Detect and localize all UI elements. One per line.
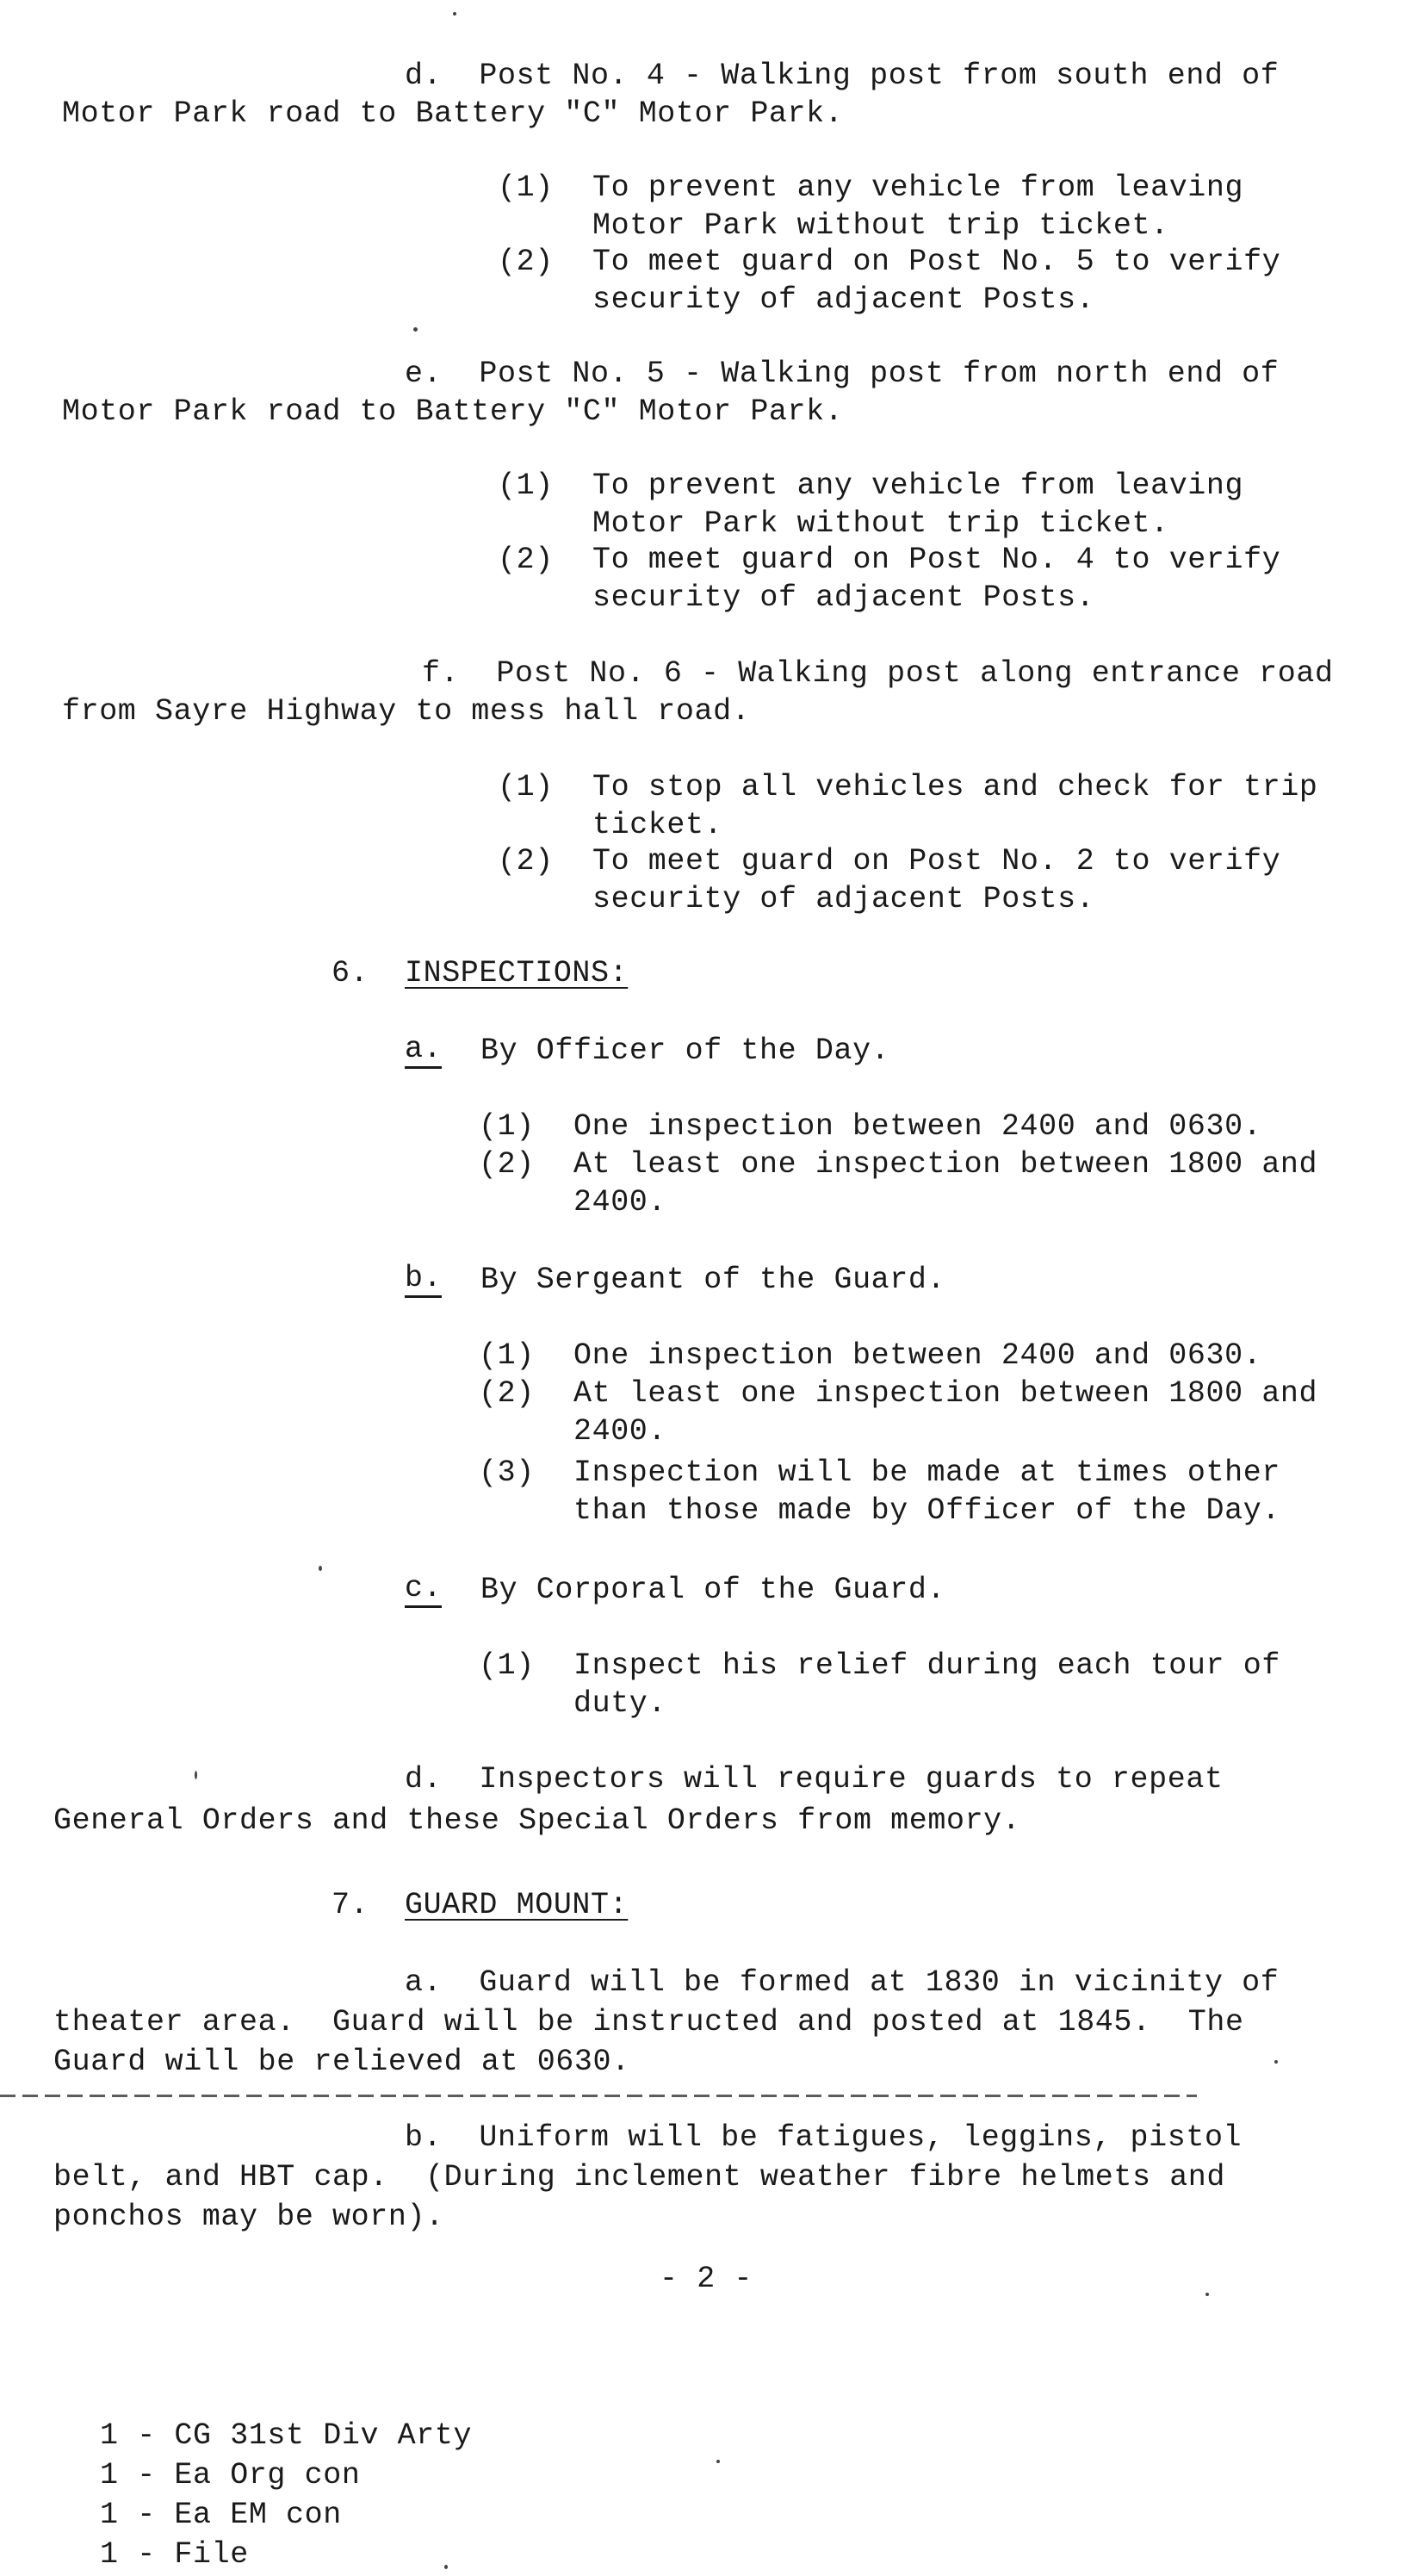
post-e-item2-line2: security of adjacent Posts. <box>592 580 1095 615</box>
post-d-item2-line2: security of adjacent Posts. <box>592 282 1095 317</box>
post-e-item1-number: (1) <box>498 469 554 503</box>
post-e-item1-line2: Motor Park without trip ticket. <box>592 506 1169 541</box>
inspection-a-item2-number: (2) <box>479 1147 535 1182</box>
post-f-continuation: from Sayre Highway to mess hall road. <box>62 694 751 729</box>
post-f-item2-line1: To meet guard on Post No. 2 to verify <box>592 844 1281 878</box>
inspection-c-letter: c. <box>405 1571 442 1608</box>
inspection-b-item3-line1: Inspection will be made at times other <box>573 1456 1280 1490</box>
scan-speck <box>453 12 456 16</box>
inspection-b-item2-number: (2) <box>479 1376 535 1411</box>
scan-speck <box>716 2460 720 2463</box>
post-e-continuation: Motor Park road to Battery "C" Motor Park. <box>62 394 844 429</box>
post-e-item1-line1: To prevent any vehicle from leaving <box>592 469 1244 503</box>
inspection-c-title: By Corporal of the Guard. <box>480 1573 946 1607</box>
inspection-b-item3-line2: than those made by Officer of the Day. <box>573 1493 1280 1528</box>
post-f-item1-number: (1) <box>498 770 554 804</box>
section-6-heading: INSPECTIONS: <box>405 956 629 990</box>
post-e-item2-line1: To meet guard on Post No. 4 to verify <box>592 543 1281 577</box>
post-d-continuation: Motor Park road to Battery "C" Motor Park. <box>62 96 844 131</box>
inspection-a-letter: a. <box>405 1032 442 1069</box>
inspection-a-item2-line2: 2400. <box>573 1185 667 1220</box>
inspection-a-title: By Officer of the Day. <box>480 1034 890 1068</box>
scan-line-artifact <box>0 2095 1197 2097</box>
inspection-a-item1-number: (1) <box>479 1109 535 1144</box>
post-f-item2-line2: security of adjacent Posts. <box>592 882 1095 916</box>
page-number: - 2 - <box>660 2262 753 2296</box>
post-f-item1-line2: ticket. <box>592 808 723 842</box>
scan-speck <box>1205 2293 1209 2296</box>
post-f-item2-number: (2) <box>498 844 554 878</box>
post-d-item2-line1: To meet guard on Post No. 5 to verify <box>592 245 1281 279</box>
distribution-item: 1 - Ea Org con <box>100 2458 361 2492</box>
inspection-c-item1-number: (1) <box>479 1648 535 1683</box>
post-e-item2-number: (2) <box>498 543 554 577</box>
inspection-b-item1-number: (1) <box>479 1338 535 1373</box>
section-7-number: 7. <box>332 1888 369 1922</box>
inspection-a-item2-line1: At least one inspection between 1800 and <box>573 1147 1318 1182</box>
post-d-item1-number: (1) <box>498 171 554 205</box>
scan-speck <box>444 2565 448 2569</box>
inspection-c-item1-line2: duty. <box>573 1686 667 1721</box>
inspection-d-line1: d. Inspectors will require guards to repeat <box>405 1762 1224 1797</box>
guard-mount-b-line3: ponchos may be worn). <box>53 2200 444 2234</box>
distribution-item: 1 - File <box>100 2537 249 2572</box>
inspection-b-item1: One inspection between 2400 and 0630. <box>573 1338 1262 1373</box>
post-d-item1-line2: Motor Park without trip ticket. <box>592 208 1169 243</box>
post-d-item1-line1: To prevent any vehicle from leaving <box>592 171 1244 205</box>
scan-speck <box>1274 2060 1278 2064</box>
distribution-item: 1 - Ea EM con <box>100 2498 342 2532</box>
scan-speck <box>413 327 418 332</box>
guard-mount-b-line2: belt, and HBT cap. (During inclement weather fibre helmets and <box>53 2160 1226 2194</box>
post-e-heading: e. Post No. 5 - Walking post from north end of <box>405 357 1280 391</box>
post-f-item1-line1: To stop all vehicles and check for trip <box>592 770 1318 804</box>
inspection-b-letter: b. <box>405 1261 442 1298</box>
inspection-b-title: By Sergeant of the Guard. <box>480 1263 946 1297</box>
inspection-a-item1: One inspection between 2400 and 0630. <box>573 1109 1262 1144</box>
guard-mount-a-line1: a. Guard will be formed at 1830 in vicinity of <box>405 1965 1280 2000</box>
scan-speck <box>195 1771 197 1779</box>
guard-mount-b-line1: b. Uniform will be fatigues, leggins, pistol <box>405 2120 1243 2155</box>
inspection-c-item1-line1: Inspect his relief during each tour of <box>573 1648 1280 1683</box>
post-d-item2-number: (2) <box>498 245 554 279</box>
section-6-number: 6. <box>332 956 369 990</box>
scan-speck <box>319 1566 322 1571</box>
post-d-heading: d. Post No. 4 - Walking post from south end of <box>405 59 1280 93</box>
inspection-d-line2: General Orders and these Special Orders from memory. <box>53 1803 1021 1838</box>
inspection-b-item2-line2: 2400. <box>573 1414 667 1449</box>
inspection-b-item2-line1: At least one inspection between 1800 and <box>573 1376 1318 1411</box>
section-7-heading: GUARD MOUNT: <box>405 1888 629 1922</box>
guard-mount-a-line2: theater area. Guard will be instructed and posted at 1845. The <box>53 2005 1244 2039</box>
post-f-heading: f. Post No. 6 - Walking post along entrance road <box>422 656 1334 691</box>
guard-mount-a-line3: Guard will be relieved at 0630. <box>53 2045 630 2079</box>
inspection-b-item3-number: (3) <box>479 1456 535 1490</box>
distribution-item: 1 - CG 31st Div Arty <box>100 2418 473 2453</box>
